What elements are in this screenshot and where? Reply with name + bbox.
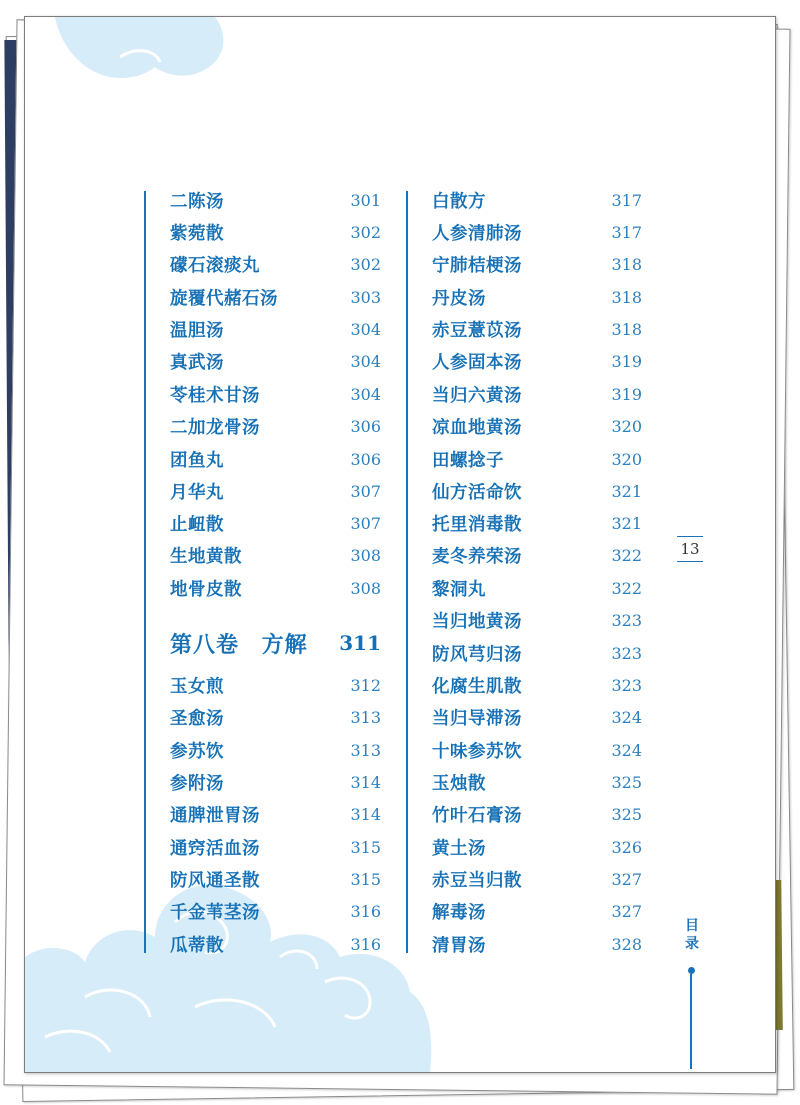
entry-title: 礞石滚痰丸 [170, 255, 260, 276]
entry-page: 306 [350, 449, 381, 469]
toc-entry[interactable] [432, 734, 642, 766]
entry-page: 313 [350, 707, 381, 727]
entry-page: 328 [611, 934, 642, 954]
entry-page: 313 [350, 740, 381, 760]
entry-page: 315 [350, 869, 381, 889]
entry-title: 凉血地黄汤 [432, 417, 522, 438]
entry-title: 紫菀散 [170, 223, 224, 244]
toc-entry[interactable] [432, 313, 642, 345]
entry-page: 316 [350, 934, 381, 954]
entry-title: 仙方活命饮 [432, 482, 522, 503]
entry-page: 320 [611, 416, 642, 436]
entry-title: 参苏饮 [170, 741, 224, 762]
toc-entry[interactable] [170, 345, 381, 377]
entry-page: 314 [350, 804, 381, 824]
entry-page: 324 [611, 740, 642, 760]
toc-entry[interactable] [170, 281, 381, 313]
section-heading[interactable] [170, 626, 381, 660]
toc-entry[interactable] [432, 831, 642, 863]
toc-entry[interactable] [170, 572, 381, 604]
entry-page: 314 [350, 772, 381, 792]
toc-entry[interactable] [432, 928, 642, 960]
entry-title: 防风通圣散 [170, 870, 260, 891]
toc-entry[interactable] [170, 378, 381, 410]
entry-page: 320 [611, 449, 642, 469]
toc-entry[interactable] [170, 216, 381, 248]
toc-entry[interactable] [170, 313, 381, 345]
toc-entry[interactable] [432, 669, 642, 701]
entry-page: 324 [611, 707, 642, 727]
toc-entry[interactable] [432, 475, 642, 507]
entry-title: 通脾泄胃汤 [170, 805, 260, 826]
toc-entry[interactable] [170, 410, 381, 442]
toc-entry[interactable] [432, 798, 642, 830]
entry-page: 317 [611, 190, 642, 210]
section-side-label: 目录 [685, 918, 699, 952]
entry-page: 318 [611, 254, 642, 274]
entry-title: 玉烛散 [432, 773, 486, 794]
entry-title: 白散方 [432, 191, 486, 212]
toc-entry[interactable] [432, 604, 642, 636]
toc-entry[interactable] [170, 734, 381, 766]
page-number-rule-top [677, 536, 703, 537]
entry-title: 地骨皮散 [170, 579, 242, 600]
entry-page: 306 [350, 416, 381, 436]
entry-title: 田螺捻子 [432, 450, 504, 471]
toc-entry[interactable] [170, 895, 381, 927]
entry-page: 302 [350, 222, 381, 242]
entry-page: 319 [611, 384, 642, 404]
entry-page: 321 [611, 481, 642, 501]
toc-entry[interactable] [170, 475, 381, 507]
entry-page: 316 [350, 901, 381, 921]
toc-entry[interactable] [170, 669, 381, 701]
entry-page: 318 [611, 287, 642, 307]
entry-page: 308 [350, 545, 381, 565]
entry-title: 防风芎归汤 [432, 644, 522, 665]
toc-entry[interactable] [432, 701, 642, 733]
entry-title: 圣愈汤 [170, 708, 224, 729]
page-number-rule-bottom [677, 561, 703, 562]
entry-title: 团鱼丸 [170, 450, 224, 471]
toc-entry[interactable] [432, 637, 642, 669]
entry-title: 玉女煎 [170, 676, 224, 697]
entry-title: 黄土汤 [432, 838, 486, 859]
toc-entry[interactable] [170, 798, 381, 830]
entry-title: 赤豆当归散 [432, 870, 522, 891]
entry-title: 宁肺桔梗汤 [432, 255, 522, 276]
entry-title: 当归地黄汤 [432, 611, 522, 632]
toc-entry[interactable] [432, 281, 642, 313]
section-title: 第八卷 方解 [170, 631, 308, 658]
entry-title: 月华丸 [170, 482, 224, 503]
toc-entry[interactable] [432, 507, 642, 539]
entry-page: 312 [350, 675, 381, 695]
entry-page: 322 [611, 578, 642, 598]
toc-entry[interactable] [432, 378, 642, 410]
toc-entry[interactable] [432, 216, 642, 248]
entry-title: 人参清肺汤 [432, 223, 522, 244]
entry-page: 301 [350, 190, 381, 210]
entry-title: 当归六黄汤 [432, 385, 522, 406]
entry-title: 竹叶石膏汤 [432, 805, 522, 826]
cloud-decoration [25, 17, 775, 1072]
entry-page: 322 [611, 545, 642, 565]
entry-title: 十味参苏饮 [432, 741, 522, 762]
entry-page: 304 [350, 319, 381, 339]
entry-page: 302 [350, 254, 381, 274]
entry-title: 人参固本汤 [432, 352, 522, 373]
toc-entry[interactable] [432, 766, 642, 798]
toc-entry[interactable] [170, 863, 381, 895]
entry-page: 323 [611, 675, 642, 695]
entry-page: 321 [611, 513, 642, 533]
entry-page: 327 [611, 869, 642, 889]
entry-title: 黎洞丸 [432, 579, 486, 600]
toc-entry[interactable] [432, 572, 642, 604]
side-marker-dot [688, 967, 695, 974]
toc-entry[interactable] [432, 895, 642, 927]
toc-entry[interactable] [170, 507, 381, 539]
entry-page: 317 [611, 222, 642, 242]
entry-page: 323 [611, 610, 642, 630]
toc-entry[interactable] [170, 701, 381, 733]
side-marker-line [690, 974, 692, 1069]
toc-entry[interactable] [170, 766, 381, 798]
toc-entry[interactable] [432, 443, 642, 475]
entry-title: 生地黄散 [170, 546, 242, 567]
entry-page: 315 [350, 837, 381, 857]
entry-page: 304 [350, 384, 381, 404]
entry-title: 二陈汤 [170, 191, 224, 212]
entry-title: 赤豆薏苡汤 [432, 320, 522, 341]
entry-page: 323 [611, 643, 642, 663]
entry-title: 旋覆代赭石汤 [170, 288, 278, 309]
toc-entry[interactable] [432, 539, 642, 571]
toc-entry[interactable] [432, 345, 642, 377]
entry-title: 真武汤 [170, 352, 224, 373]
entry-title: 托里消毒散 [432, 514, 522, 535]
entry-title: 化腐生肌散 [432, 676, 522, 697]
toc-entry[interactable] [170, 443, 381, 475]
entry-title: 清胃汤 [432, 935, 486, 956]
entry-page: 319 [611, 351, 642, 371]
entry-page: 307 [350, 481, 381, 501]
page-number: 13 [680, 540, 700, 558]
toc-entry[interactable] [170, 539, 381, 571]
entry-page: 325 [611, 804, 642, 824]
section-page: 311 [339, 631, 381, 655]
entry-title: 麦冬养荣汤 [432, 546, 522, 567]
entry-page: 308 [350, 578, 381, 598]
toc-entry[interactable] [432, 863, 642, 895]
entry-page: 303 [350, 287, 381, 307]
entry-title: 瓜蒂散 [170, 935, 224, 956]
entry-title: 苓桂术甘汤 [170, 385, 260, 406]
entry-page: 327 [611, 901, 642, 921]
toc-entry[interactable] [170, 248, 381, 280]
toc-page [24, 16, 776, 1073]
toc-entry[interactable] [170, 184, 381, 216]
entry-title: 丹皮汤 [432, 288, 486, 309]
toc-entry[interactable] [432, 410, 642, 442]
toc-entry[interactable] [432, 184, 642, 216]
entry-page: 304 [350, 351, 381, 371]
entry-title: 止衄散 [170, 514, 224, 535]
entry-title: 当归导滞汤 [432, 708, 522, 729]
entry-page: 318 [611, 319, 642, 339]
left-column-rule [144, 191, 146, 953]
entry-title: 二加龙骨汤 [170, 417, 260, 438]
entry-title: 解毒汤 [432, 902, 486, 923]
entry-page: 325 [611, 772, 642, 792]
entry-title: 千金苇茎汤 [170, 902, 260, 923]
entry-page: 326 [611, 837, 642, 857]
toc-entry[interactable] [170, 928, 381, 960]
entry-title: 温胆汤 [170, 320, 224, 341]
toc-entry[interactable] [432, 248, 642, 280]
entry-title: 通窍活血汤 [170, 838, 260, 859]
entry-title: 参附汤 [170, 773, 224, 794]
right-column-rule [406, 191, 408, 953]
entry-page: 307 [350, 513, 381, 533]
toc-entry[interactable] [170, 831, 381, 863]
